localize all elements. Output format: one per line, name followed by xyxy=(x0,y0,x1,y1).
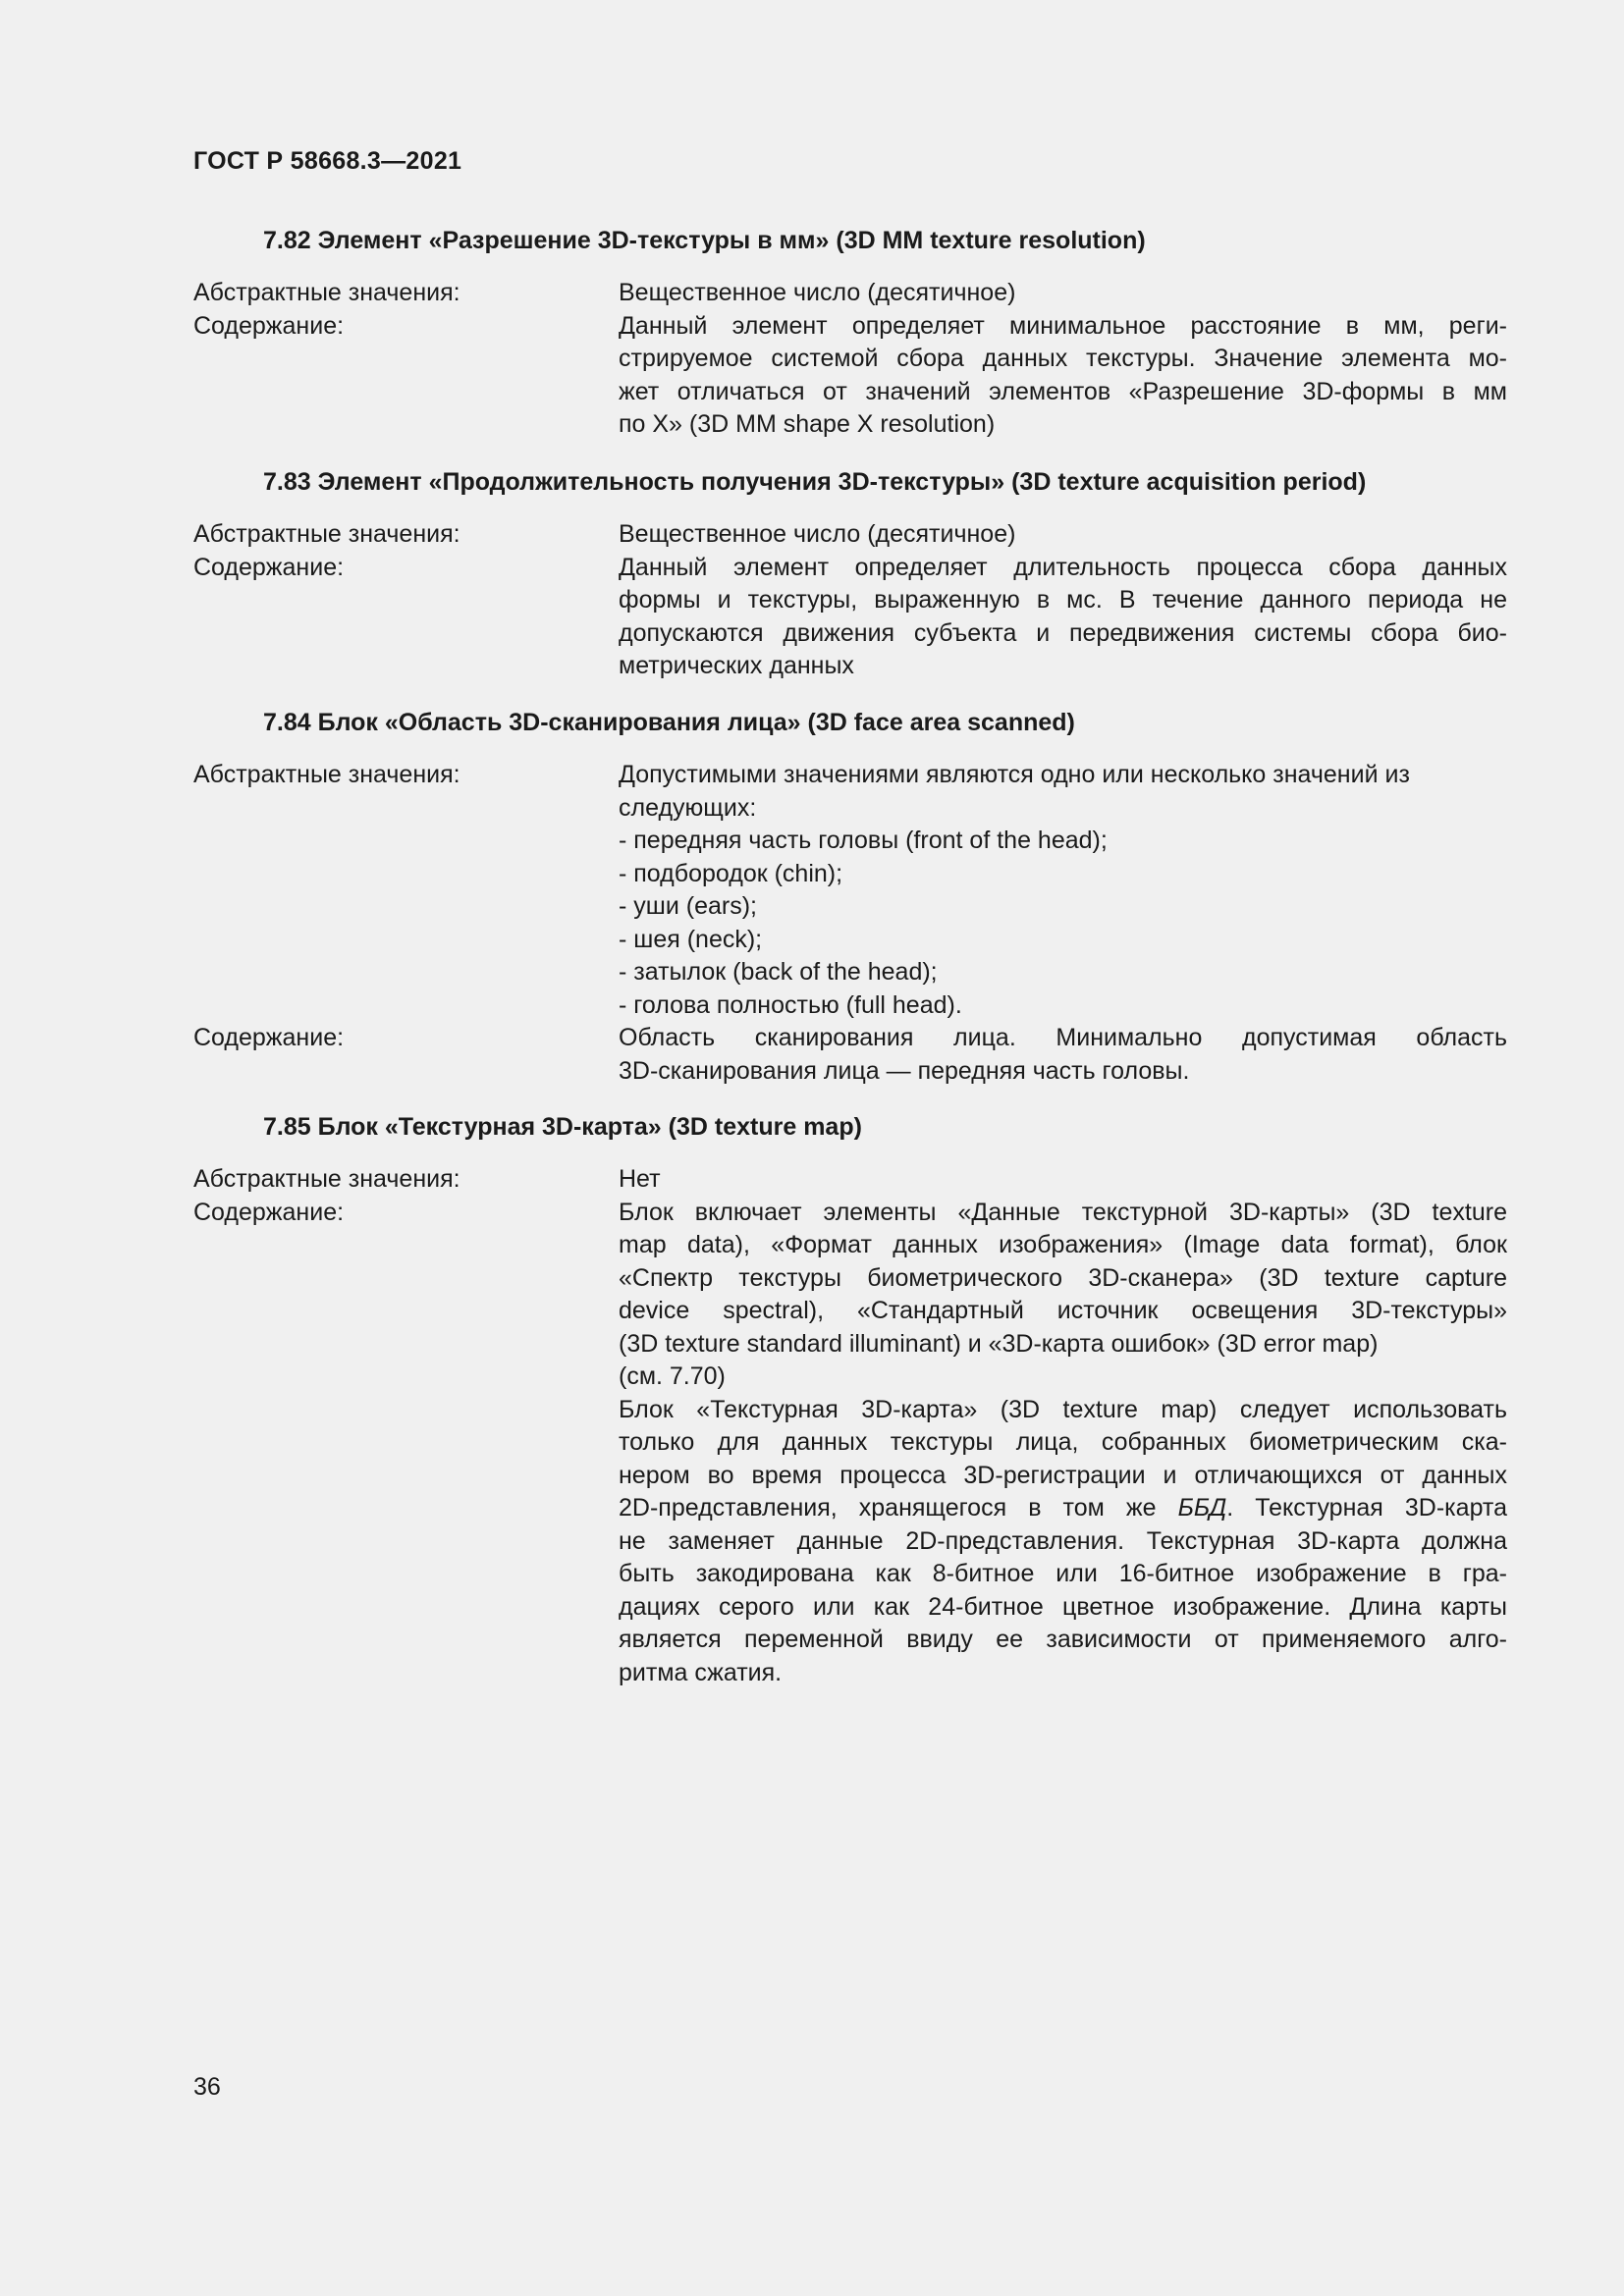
abstract-values-row xyxy=(193,1163,1507,1197)
content-line: дациях серого или как 24-битное цветное изображение. Длина карты xyxy=(619,1592,1507,1621)
text-span: 2D-представления, хранящегося в том же xyxy=(619,1494,1178,1522)
content-line: Данный элемент определяет длительность процесса сбора данных xyxy=(619,553,1507,581)
italic-abbreviation: ББД xyxy=(1177,1494,1227,1522)
content-line: ритма сжатия. xyxy=(619,1658,783,1686)
content-label: Содержание: xyxy=(193,1024,345,1051)
abstract-values-row xyxy=(193,277,1507,310)
list-item: - подбородок (chin); xyxy=(619,859,843,887)
content-value xyxy=(619,310,1507,442)
section-7-85 xyxy=(193,1110,1507,1689)
content-row xyxy=(193,1022,1507,1088)
content-line: жет отличаться от значений элементов «Разрешение 3D-формы в мм xyxy=(619,377,1507,405)
content-line: «Спектр текстуры биометрического 3D-сканера» (3D texture capture xyxy=(619,1263,1507,1292)
page-number: 36 xyxy=(193,2073,221,2101)
abstract-values-row xyxy=(193,759,1507,1022)
content-line: Блок включает элементы «Данные текстурной 3D-карты» (3D texture xyxy=(619,1198,1507,1226)
content-line: Данный элемент определяет минимальное расстояние в мм, реги- xyxy=(619,311,1507,340)
section-7-84 xyxy=(193,706,1507,1088)
content-label: Содержание: xyxy=(193,1198,345,1226)
content-line: стрируемое системой сбора данных текстуры. Значение элемента мо- xyxy=(619,345,1507,372)
section-title: 7.82 Элемент «Разрешение 3D-текстуры в мм» (3D MM texture resolution) xyxy=(263,227,1146,254)
section-7-82 xyxy=(193,224,1507,442)
content-line: метрических данных xyxy=(619,652,854,679)
content-label: Содержание: xyxy=(193,553,345,581)
content-line: формы и текстуры, выраженную в мс. В течение данного периода не xyxy=(619,586,1507,614)
content-line: быть закодирована как 8-битное или 16-битное изображение в гра- xyxy=(619,1560,1507,1587)
content-line: является переменной ввиду ее зависимости от применяемого алго- xyxy=(619,1626,1507,1653)
content-line: Область сканирования лица. Минимально допустимая область xyxy=(619,1024,1507,1051)
content-line: (3D texture standard illuminant) и «3D-карта ошибок» (3D error map) xyxy=(619,1329,1379,1358)
content-line: не заменяет данные 2D-представления. Текстурная 3D-карта должна xyxy=(619,1526,1507,1555)
list-item: - уши (ears); xyxy=(619,892,757,920)
section-7-83 xyxy=(193,465,1507,683)
abstract-values-label: Абстрактные значения: xyxy=(193,1165,460,1193)
abstract-values-value: Вещественное число (десятичное) xyxy=(619,279,1016,306)
abstract-values-label: Абстрактные значения: xyxy=(193,520,460,548)
content-line: device spectral), «Стандартный источник освещения 3D-текстуры» xyxy=(619,1297,1507,1324)
content-value xyxy=(619,1022,1507,1088)
abstract-values-value: Вещественное число (десятичное) xyxy=(619,520,1016,548)
content-line: только для данных текстуры лица, собранных биометрическим ска- xyxy=(619,1428,1507,1456)
content-line-with-italic xyxy=(619,1492,1507,1525)
text-span: . Текстурная 3D-карта xyxy=(1226,1494,1507,1522)
content-line: map data), «Формат данных изображения» (Image data format), блок xyxy=(619,1231,1507,1258)
list-item: - голова полностью (full head). xyxy=(619,990,962,1019)
content-row xyxy=(193,1197,1507,1690)
abstract-line: следующих: xyxy=(619,793,757,822)
list-item: - затылок (back of the head); xyxy=(619,958,938,986)
content-line: 3D-сканирования лица — передняя часть головы. xyxy=(619,1056,1190,1085)
abstract-values-value xyxy=(619,759,1507,1022)
content-row xyxy=(193,310,1507,442)
content-row xyxy=(193,552,1507,683)
content-value xyxy=(619,552,1507,683)
section-title: 7.84 Блок «Область 3D-сканирования лица» (3D face area scanned) xyxy=(263,709,1075,736)
content-line: нером во время процесса 3D-регистрации и отличающихся от данных xyxy=(619,1461,1507,1489)
content-line: допускаются движения субъекта и передвижения системы сбора био- xyxy=(619,618,1507,647)
abstract-values-row xyxy=(193,518,1507,552)
abstract-values-label: Абстрактные значения: xyxy=(193,279,460,306)
list-item: - передняя часть головы (front of the head); xyxy=(619,827,1108,854)
content-label: Содержание: xyxy=(193,311,345,340)
abstract-line: Допустимыми значениями являются одно или несколько значений из xyxy=(619,761,1410,788)
content-value xyxy=(619,1197,1507,1690)
content-line: по X» (3D MM shape X resolution) xyxy=(619,410,996,438)
abstract-values-value: Нет xyxy=(619,1165,661,1193)
document-header: ГОСТ Р 58668.3—2021 xyxy=(193,147,462,175)
section-title: 7.83 Элемент «Продолжительность получения 3D-текстуры» (3D texture acquisition period) xyxy=(263,468,1367,496)
list-item: - шея (neck); xyxy=(619,925,763,953)
content-line: (см. 7.70) xyxy=(619,1362,726,1390)
abstract-values-label: Абстрактные значения: xyxy=(193,761,460,788)
content-line: Блок «Текстурная 3D-карта» (3D texture map) следует использовать xyxy=(619,1395,1507,1423)
section-title: 7.85 Блок «Текстурная 3D-карта» (3D texture map) xyxy=(263,1113,862,1141)
